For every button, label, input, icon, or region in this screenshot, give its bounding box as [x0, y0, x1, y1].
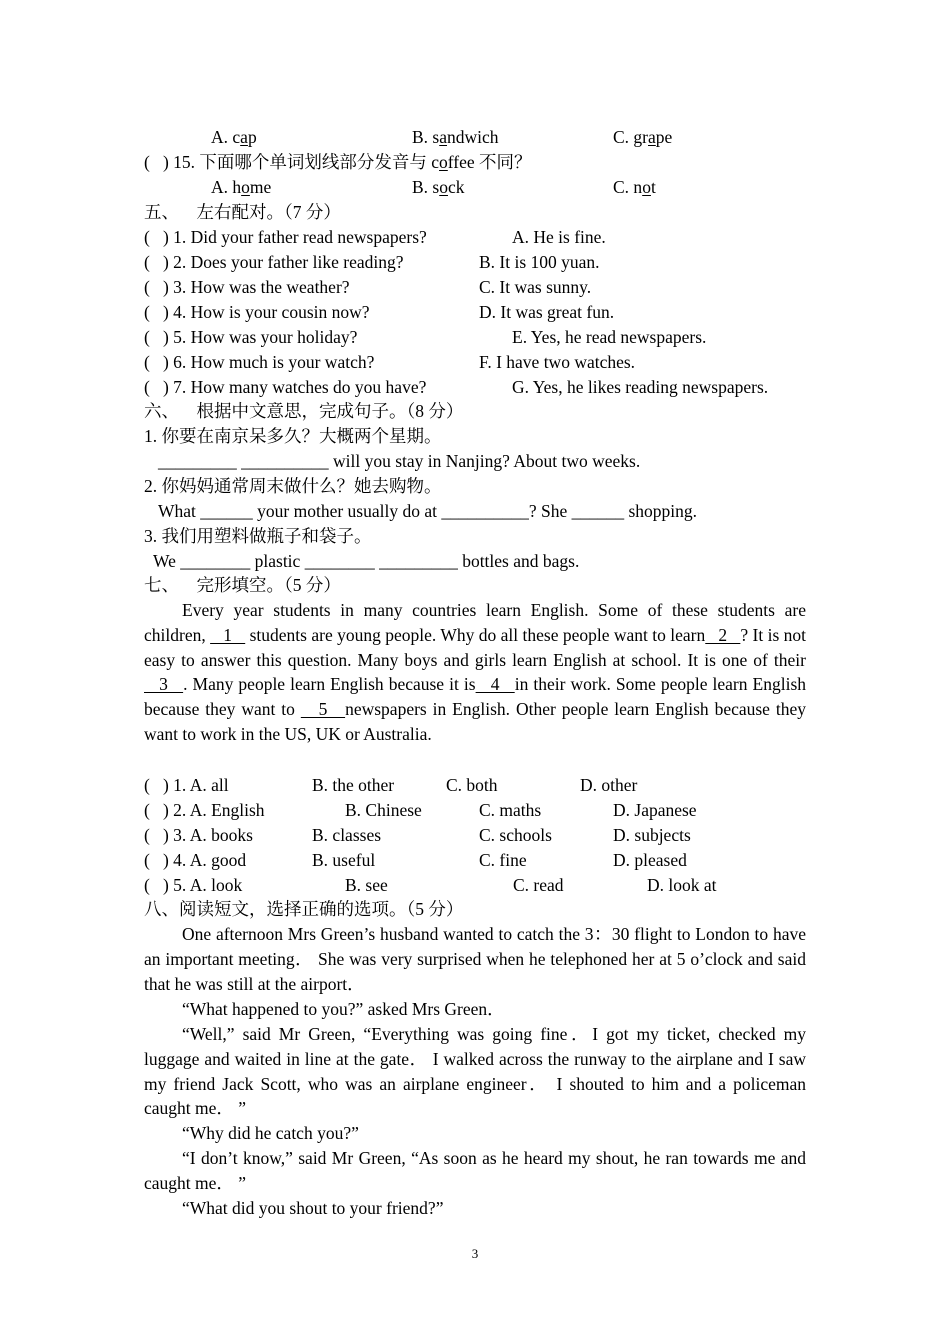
match-answer-a: A. He is fine. — [512, 227, 606, 247]
q15-option-c: C. not — [613, 177, 656, 197]
match-question-5: ( ) 5. How was your holiday? — [144, 327, 358, 347]
blank-1: 1 — [210, 624, 246, 645]
sentence-1-english: _________ __________ will you stay in Nanjing? About two weeks. — [158, 451, 641, 471]
blank-2: 2 — [705, 624, 741, 645]
match-question-2: ( ) 2. Does your father like reading? — [144, 252, 404, 272]
match-answer-g: G. Yes, he likes reading newspapers. — [512, 377, 769, 397]
blank-4: 4 — [475, 674, 515, 695]
blank-3: 3 — [144, 674, 184, 695]
q14-option-c: C. grape — [613, 127, 673, 147]
sentence-2-english: What ______ your mother usually do at __________? She ______ shopping. — [158, 501, 698, 521]
match-answer-b: B. It is 100 yuan. — [479, 252, 600, 272]
q15-option-a: A. home — [211, 177, 272, 197]
match-answer-d: D. It was great fun. — [479, 302, 615, 322]
cloze-options-3: ( ) 3. A. books B. classes C. schools D. subjects — [144, 825, 691, 845]
section7-heading: 七、 完形填空。（5 分） — [144, 575, 341, 595]
page-number: 3 — [471, 1246, 479, 1261]
section8-heading: 八、阅读短文，选择正确的选项。（5 分） — [144, 899, 464, 919]
sentence-1-chinese: 1. 你要在南京呆多久？大概两个星期。 — [144, 426, 442, 446]
cloze-options-2: ( ) 2. A. English B. Chinese C. maths D. Japanese — [144, 800, 697, 820]
reading-paragraph-4: “Why did he catch you?” — [182, 1123, 359, 1143]
sentence-3-chinese: 3. 我们用塑料做瓶子和袋子。 — [144, 526, 372, 546]
cloze-options-5: ( ) 5. A. look B. see C. read D. look at — [144, 875, 717, 895]
match-question-4: ( ) 4. How is your cousin now? — [144, 302, 370, 322]
cloze-options-4: ( ) 4. A. good B. useful C. fine D. pleased — [144, 850, 687, 870]
cloze-passage: Every year students in many countries learn English. Some of these students are children, 1 students are young people. Why do all these people want to learn 2 ? It is not easy to answer this question. Many boys and girls learn English at school. It is one of their 3 . Many people learn English because it is 4 in their work. Some people learn English because they want to 5 newspapers in English. Other people learn English because they want to work in the US, UK or Australia. — [144, 600, 807, 744]
q15-stem: ( ) 15. 下面哪个单词划线部分发音与 coffee 不同？ — [144, 152, 532, 172]
q14-option-b: B. sandwich — [412, 127, 499, 147]
cloze-options-1: ( ) 1. A. all B. the other C. both D. other — [144, 775, 638, 795]
match-answer-c: C. It was sunny. — [479, 277, 592, 297]
q15-option-b: B. sock — [412, 177, 465, 197]
match-answer-f: F. I have two watches. — [479, 352, 636, 372]
match-answer-e: E. Yes, he read newspapers. — [512, 327, 707, 347]
sentence-3-english: We ________ plastic ________ _________ bottles and bags. — [153, 551, 580, 571]
reading-paragraph-5: “I don’t know,” said Mr Green, “As soon as he heard my shout, he ran towards me and caught me． ” — [144, 1148, 806, 1193]
section5-heading: 五、 左右配对。（7 分） — [144, 202, 341, 222]
reading-paragraph-2: “What happened to you?” asked Mrs Green． — [182, 999, 505, 1019]
reading-paragraph-1: One afternoon Mrs Green’s husband wanted to catch the 3：30 flight to London to have an important meeting． She was very surprised when he telephoned her at 5 o’clock and said that he was still at the airport． — [144, 924, 806, 994]
sentence-2-chinese: 2. 你妈妈通常周末做什么？她去购物。 — [144, 476, 442, 496]
match-question-6: ( ) 6. How much is your watch? — [144, 352, 375, 372]
blank-5: 5 — [300, 699, 346, 720]
section6-heading: 六、 根据中文意思，完成句子。（8 分） — [144, 401, 464, 421]
reading-paragraph-6: “What did you shout to your friend?” — [182, 1198, 444, 1218]
match-question-3: ( ) 3. How was the weather? — [144, 277, 350, 297]
reading-paragraph-3: “Well,” said Mr Green, “Everything was going fine．I got my ticket, checked my luggage and waited in line at the gate． I walked across the runway to the airplane and I saw my friend Jack Scott, who was an airplane engineer． I shouted to him and a policeman caught me． ” — [144, 1024, 806, 1119]
match-question-1: ( ) 1. Did your father read newspapers? — [144, 227, 427, 247]
q14-option-a: A. cap — [211, 127, 257, 147]
match-question-7: ( ) 7. How many watches do you have? — [144, 377, 427, 397]
